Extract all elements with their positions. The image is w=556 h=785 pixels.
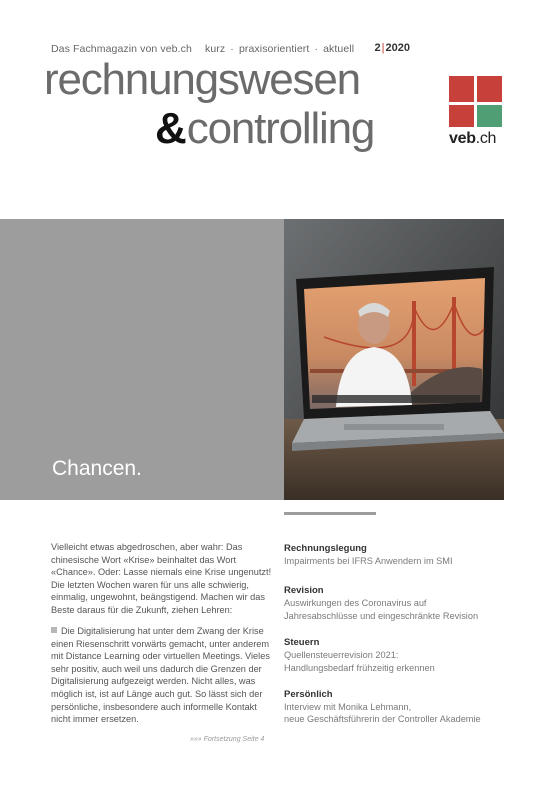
toc-item-persoenlich[interactable] [284, 689, 504, 726]
toc-description-line: Handlungsbedarf frühzeitig erkennen [284, 662, 435, 673]
toc-category: Persönlich [284, 689, 333, 701]
masthead-title-line2 [155, 104, 375, 153]
logo-square-green [477, 105, 502, 127]
logo-square-red-1 [449, 76, 474, 102]
logo-squares [449, 76, 505, 127]
masthead-ampersand: & [155, 104, 185, 153]
toc-divider [284, 512, 376, 515]
tagline-aktuell: aktuell [323, 43, 355, 55]
intro-bullet-text: Die Digitalisierung hat unter dem Zwang der Krise einen Riesenschritt vorwärts gemacht, unter anderem mit Distance Learning oder virtuellen Meetings. Vieles sehr positiv, auch weil uns dadurch die Grenzen der Digitalisierung aufgezeigt werden. Nicht alles, was möglich ist, ist auf Länge auch gut. So lässt sich der persönliche, insbesondere auch informelle Kontakt nicht immer ersetzen. [51, 626, 270, 725]
toc-item-rechnungslegung[interactable] [284, 543, 504, 567]
hero-caption: Chancen. [52, 457, 142, 480]
toc-category: Steuern [284, 637, 320, 649]
hero-laptop-video-call-photo [284, 219, 504, 500]
intro-paragraph-1: Vielleicht etwas abgedroschen, aber wahr: Das chinesische Wort «Krise» beinhaltet das Wort «Chance». Oder: Lasse niemals eine Krise ungenutzt! [51, 542, 272, 578]
toc-item-steuern[interactable] [284, 637, 504, 674]
continuation-link[interactable]: »»» Fortsetzung Seite 4 [190, 736, 265, 743]
intro-bullet [51, 625, 273, 726]
magazine-tagline: Das Fachmagazin von veb.ch kurz · praxisorientiert · aktuell [51, 43, 355, 55]
toc-description-line: Impairments bei IFRS Anwendern im SMI [284, 556, 453, 566]
masthead-title-line1: rechnungswesen [44, 55, 360, 104]
toc-description-line: Interview mit Monika Lehmann, [284, 702, 412, 713]
logo-wordmark [449, 130, 505, 148]
toc-category: Revision [284, 585, 324, 597]
veb-logo [449, 76, 505, 148]
tagline-kurz: kurz [205, 43, 226, 55]
tagline-praxisorientiert: praxisorientiert [238, 43, 310, 55]
issue-year: 2020 [385, 42, 410, 54]
logo-square-red-3 [449, 105, 474, 127]
toc-description-line: Jahresabschlüsse und eingeschränkte Revision [284, 610, 479, 621]
issue-label: 2|2020 [374, 42, 410, 54]
tagline-publisher: Das Fachmagazin von veb.ch [51, 43, 192, 55]
laptop-illustration [284, 219, 504, 500]
intro-paragraph-2: Die letzten Wochen waren für uns alle schwierig, einmalig, ungewohnt, beängstigend. Machen wir das Beste daraus für die Zukunft, ziehen Lehren: [51, 579, 265, 615]
logo-wordmark-domain: .ch [475, 130, 497, 147]
toc-description-line: Auswirkungen des Coronavirus auf [284, 598, 427, 609]
toc-description-line: Quellensteuerrevision 2021: [284, 650, 399, 661]
table-of-contents [284, 512, 504, 726]
bullet-square-icon [51, 627, 57, 633]
logo-wordmark-bold: veb [449, 130, 476, 147]
hero-gray-panel [0, 219, 284, 500]
intro-text [51, 541, 273, 617]
toc-description-line: neue Geschäftsführerin der Controller Akademie [284, 714, 481, 725]
issue-number: 2 [374, 42, 381, 54]
masthead-controlling: controlling [186, 104, 375, 153]
toc-item-revision[interactable] [284, 585, 504, 622]
logo-square-red-2 [477, 76, 502, 102]
toc-category: Rechnungslegung [284, 543, 367, 554]
